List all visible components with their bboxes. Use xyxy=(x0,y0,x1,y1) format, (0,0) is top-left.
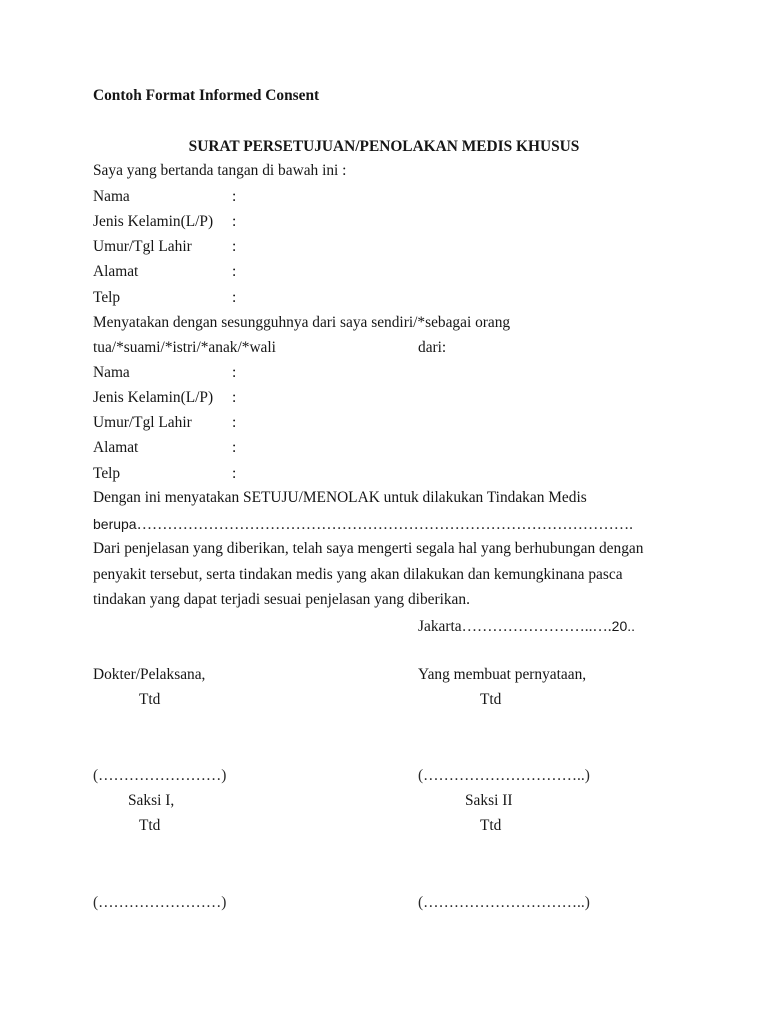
witness2-name-line: (…………………………..) xyxy=(418,894,590,911)
doctor-name-line: (……………………) xyxy=(93,767,227,784)
field-label: Jenis Kelamin(L/P) xyxy=(93,213,214,230)
date-blank: ……………………..…. xyxy=(461,618,612,635)
field-label: Jenis Kelamin(L/P) xyxy=(93,389,214,406)
place-city: Jakarta xyxy=(418,618,462,635)
signer-field-nama xyxy=(93,188,237,206)
doctor-signature-mark: Ttd xyxy=(139,691,161,708)
procedure-line xyxy=(93,515,633,534)
field-colon: : xyxy=(232,213,237,230)
explanation-line: penyakit tersebut, serta tindakan medis yang akan dilakukan dan kemungkinana pasca xyxy=(93,566,623,583)
field-label: Alamat xyxy=(93,263,139,280)
patient-field-jenis-kelamin xyxy=(93,389,237,407)
declarant-signature-mark: Ttd xyxy=(480,691,502,708)
signer-field-umur xyxy=(93,238,237,256)
declaration-line-2: tua/*suami/*istri/*anak/*wali xyxy=(93,339,276,356)
witness2-role: Saksi II xyxy=(465,792,513,809)
signer-field-jenis-kelamin xyxy=(93,213,237,231)
declarant-role: Yang membuat pernyataan, xyxy=(418,666,587,683)
form-title: SURAT PERSETUJUAN/PENOLAKAN MEDIS KHUSUS xyxy=(188,138,580,155)
witness2-signature-mark: Ttd xyxy=(480,817,502,834)
field-colon: : xyxy=(232,465,237,482)
patient-field-nama xyxy=(93,364,237,382)
field-label: Telp xyxy=(93,465,121,482)
field-label: Umur/Tgl Lahir xyxy=(93,238,192,255)
procedure-blank: ……………………………………………………………………………………. xyxy=(136,516,633,533)
field-label: Nama xyxy=(93,364,130,381)
field-label: Telp xyxy=(93,289,121,306)
intro-text: Saya yang bertanda tangan di bawah ini : xyxy=(93,162,347,179)
patient-field-umur xyxy=(93,414,237,432)
field-colon: : xyxy=(232,439,237,456)
field-colon: : xyxy=(232,414,237,431)
field-colon: : xyxy=(232,188,237,205)
procedure-label: berupa xyxy=(93,516,137,532)
witness1-name-line: (……………………) xyxy=(93,894,227,911)
field-colon: : xyxy=(232,389,237,406)
field-colon: : xyxy=(232,238,237,255)
field-label: Alamat xyxy=(93,439,139,456)
patient-field-telp xyxy=(93,465,237,483)
declaration-from: dari: xyxy=(418,339,447,356)
witness1-signature-mark: Ttd xyxy=(139,817,161,834)
explanation-line: Dari penjelasan yang diberikan, telah saya mengerti segala hal yang berhubungan dengan xyxy=(93,540,644,557)
declaration-line-1: Menyatakan dengan sesungguhnya dari saya sendiri/*sebagai orang xyxy=(93,314,511,331)
explanation-line: tindakan yang dapat terjadi sesuai penjelasan yang diberikan. xyxy=(93,591,470,608)
field-colon: : xyxy=(232,364,237,381)
field-colon: : xyxy=(232,263,237,280)
signer-field-alamat xyxy=(93,263,237,281)
signer-field-telp xyxy=(93,289,237,307)
place-date-line xyxy=(418,617,635,636)
declarant-name-line: (…………………………..) xyxy=(418,767,590,784)
doctor-role: Dokter/Pelaksana, xyxy=(93,666,206,683)
field-colon: : xyxy=(232,289,237,306)
document-heading: Contoh Format Informed Consent xyxy=(93,87,320,104)
date-year: 20.. xyxy=(611,618,636,634)
patient-field-alamat xyxy=(93,439,237,457)
witness1-role: Saksi I, xyxy=(128,792,175,809)
consent-statement: Dengan ini menyatakan SETUJU/MENOLAK untuk dilakukan Tindakan Medis xyxy=(93,489,587,506)
field-label: Umur/Tgl Lahir xyxy=(93,414,192,431)
field-label: Nama xyxy=(93,188,130,205)
